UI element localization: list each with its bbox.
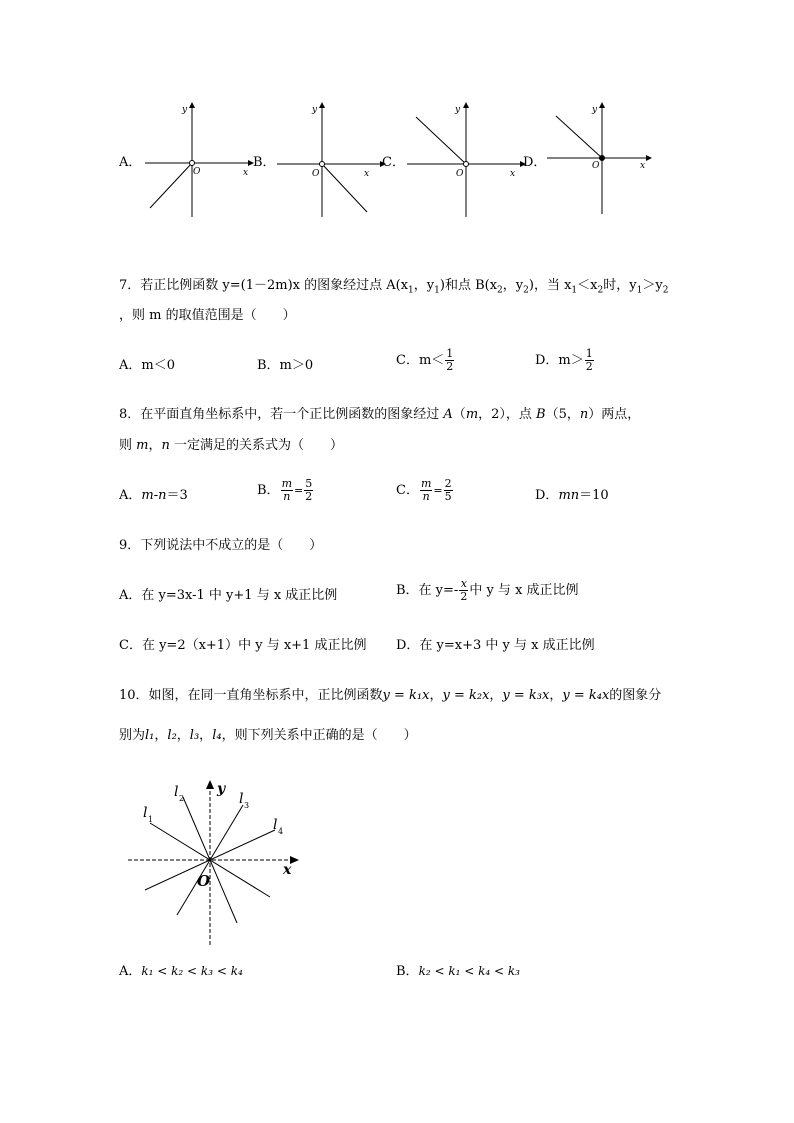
q6-a-x-label: x [243, 168, 249, 178]
q8-stem-line2: 则 m，n 一定满足的关系式为（ ） [119, 438, 343, 453]
q6-a-origin-label: O [193, 167, 201, 177]
q6-b-y-label: y [312, 105, 318, 115]
q10-l1-label: l [143, 805, 148, 821]
q7-option-b[interactable]: B．m＞0 [257, 358, 314, 373]
q10-option-b[interactable]: B．k₂ < k₁ < k₄ < k₃ [396, 964, 520, 979]
q6-d-origin-label: O [592, 161, 600, 171]
q10-l4-sub: 4 [278, 827, 284, 836]
q10-l2-sub: 2 [179, 794, 185, 803]
q6-b-x-label: x [364, 169, 370, 179]
q6-graph-d[interactable] [542, 100, 657, 220]
q7-option-c[interactable]: C．m＜ $\frac{1}{2}$ [396, 347, 454, 373]
q6-a-y-label: y [182, 105, 188, 115]
q8-option-c[interactable]: C． $\frac{m}{n}$ = $\frac{2}{5}$ [396, 477, 452, 503]
q9-option-d[interactable]: D．在 y=x+3 中 y 与 x 成正比例 [396, 638, 595, 653]
q10-figure [125, 775, 305, 955]
q10-l4-label: l [273, 817, 278, 833]
q10-option-a[interactable]: A．k₁ < k₂ < k₃ < k₄ [119, 964, 243, 979]
q6-graph-a[interactable] [140, 100, 255, 220]
q8-option-b[interactable]: B． $\frac{m}{n}$ = $\frac{5}{2}$ [257, 477, 313, 503]
q7-stem-line2: ，则 m 的取值范围是（ ） [119, 308, 296, 323]
q6-option-d-label[interactable]: D． [523, 155, 547, 170]
q6-graph-c[interactable] [402, 100, 527, 220]
q7-stem-line1: 7．若正比例函数 y=(1－2m)x 的图象经过点 $A(x_1$，$y_1$)和点 $B(x_2$，$y_2$)，当 $x_1<x_2$时，$y_1>y_2$ [119, 278, 669, 296]
q6-graph-b[interactable] [272, 100, 387, 220]
q8-option-a[interactable]: A．m-n＝3 [119, 488, 188, 503]
q9-option-a[interactable]: A．在 y=3x-1 中 y+1 与 x 成正比例 [119, 588, 338, 603]
q6-b-origin-label: O [312, 169, 320, 179]
q8-stem-line1: 8．在平面直角坐标系中，若一个正比例函数的图象经过 A（m，2），点 B（5，n）两点， [119, 407, 641, 422]
q7-option-d[interactable]: D．m＞ $\frac{1}{2}$ [535, 347, 593, 373]
q10-l3-label: l [239, 791, 244, 807]
q10-y-label: y [217, 781, 226, 797]
q6-d-x-label: x [640, 161, 646, 171]
q10-x-label: x [283, 862, 292, 878]
q9-option-c[interactable]: C．在 y=2（x+1）中 y 与 x+1 成正比例 [119, 638, 367, 653]
q10-stem-line1: 10．如图，在同一直角坐标系中，正比例函数y = k₁x，y = k₂x，y = k₃x，y = k₄x的图象分 [119, 688, 662, 703]
q8-option-d[interactable]: D．mn＝10 [535, 488, 609, 503]
q7-option-a[interactable]: A．m＜0 [119, 358, 175, 373]
q10-l2-label: l [174, 784, 179, 800]
q6-option-a-label[interactable]: A． [119, 155, 142, 170]
q9-option-b[interactable]: B．在 y=- $\frac{x}{2}$ 中 y 与 x 成正比例 [396, 577, 579, 603]
q6-c-y-label: y [455, 105, 461, 115]
q10-l1-sub: 1 [148, 815, 154, 824]
q9-stem: 9．下列说法中不成立的是（ ） [119, 538, 323, 553]
q6-d-y-label: y [592, 105, 598, 115]
q10-l3-sub: 3 [244, 801, 250, 810]
q7-d-fraction: $\frac{1}{2}$ [585, 347, 593, 373]
q10-stem-line2: 别为l₁，l₂，l₃，l₄，则下列关系中正确的是（ ） [119, 728, 417, 743]
q6-c-x-label: x [510, 169, 516, 179]
q6-option-b-label[interactable]: B． [253, 155, 276, 170]
q6-option-c-label[interactable]: C． [382, 155, 405, 170]
q6-c-origin-label: O [456, 169, 464, 179]
q10-origin-label: O [197, 872, 211, 890]
q7-c-fraction: $\frac{1}{2}$ [446, 347, 454, 373]
